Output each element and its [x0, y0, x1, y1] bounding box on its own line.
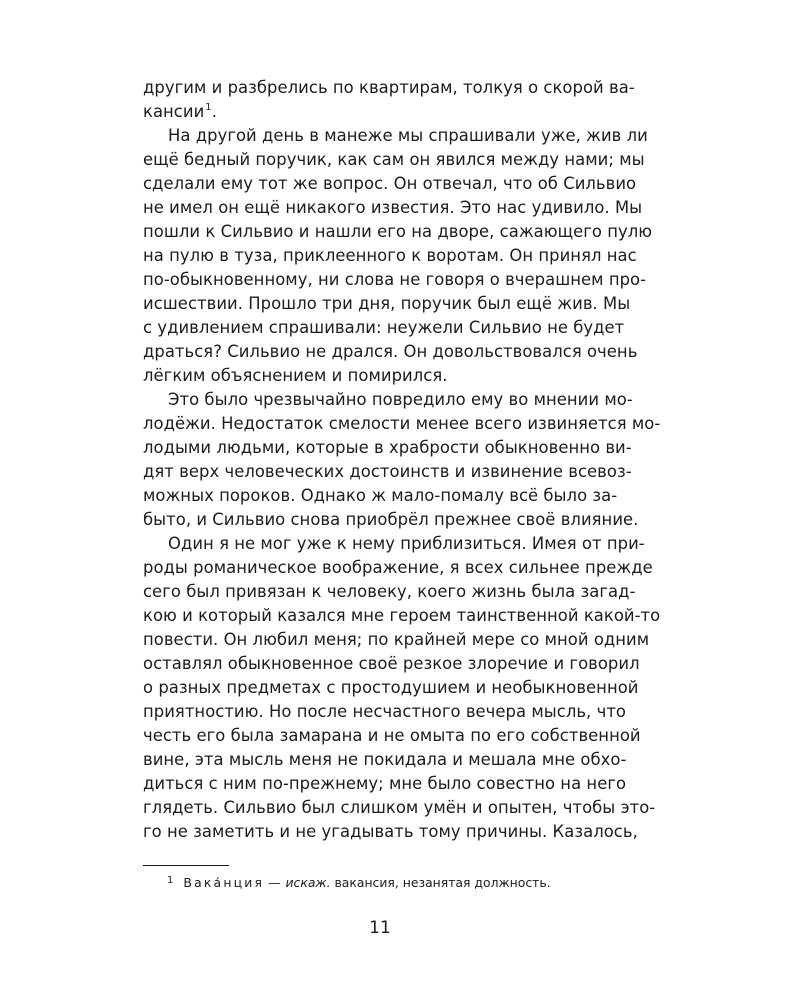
- text-line: быто, и Сильвио снова приобрёл прежнее своё влияние.: [143, 510, 639, 529]
- footnote-reference[interactable]: 1: [205, 102, 212, 113]
- text-line: диться с ним по-прежнему; мне было совестно на него: [143, 774, 627, 793]
- text-line: сего был привязан к человеку, коего жизнь была загад-: [143, 582, 636, 601]
- text-line: оставлял обыкновенное своё резкое злоречие и говорил: [143, 654, 640, 673]
- text-line: роды романическое воображение, я всех сильнее прежде: [143, 558, 653, 577]
- footnote: [167, 873, 551, 891]
- page-number: 11: [369, 918, 391, 938]
- text-line: сделали ему тот же вопрос. Он отвечал, что об Сильвио: [143, 174, 637, 193]
- text-line: вине, эта мысль меня не покидала и мешала мне обхо-: [143, 750, 627, 769]
- text-line: о разных предметах с простодушием и необыкновенной: [143, 678, 639, 697]
- text-line: дят верх человеческих достоинств и извинение всевоз-: [143, 462, 632, 481]
- text-line: не имел он ещё никакого известия. Это нас удивило. Мы: [143, 198, 643, 217]
- text-line: кою и который казался мне героем таинственной какой-то: [143, 606, 661, 625]
- text-line: ещё бедный поручик, как сам он явился между нами; мы: [143, 150, 645, 169]
- text-line: лодыми людьми, которые в храбрости обыкновенно ви-: [143, 438, 632, 457]
- footnote-abbreviation: искаж.: [285, 875, 331, 890]
- text-line: на пулю в туза, приклеенного к воротам. Он принял нас: [143, 246, 637, 265]
- text-line: Это было чрезвычайно повредило ему во мнении мо-: [168, 390, 633, 409]
- footnote-definition: вакансия, незанятая должность.: [334, 875, 551, 890]
- footnote-divider: [143, 865, 229, 866]
- text-line: Один я не мог уже к нему приблизиться. Имея от при-: [168, 534, 645, 553]
- text-line: лёгким объяснением и помирился.: [143, 366, 448, 385]
- text-line: пошли к Сильвио и нашли его на дворе, сажающего пулю: [143, 222, 653, 241]
- text-line: по-обыкновенному, ни слова не говоря о вчерашнем про-: [143, 270, 647, 289]
- text-line: кансии$^1$.: [143, 102, 217, 121]
- text-line: повести. Он любил меня; по крайней мере со мной одним: [143, 630, 650, 649]
- footnote-term: Вака́нция: [183, 875, 265, 890]
- text-line: исшествии. Прошло три дня, поручик был ещё жив. Мы: [143, 294, 631, 313]
- text-line: го не заметить и не угадывать тому причины. Казалось,: [143, 822, 638, 841]
- page-body-text: [143, 76, 661, 844]
- text-line: глядеть. Сильвио был слишком умён и опытен, чтобы это-: [143, 798, 656, 817]
- text-line: другим и разбрелись по квартирам, толкуя о скорой ва-: [143, 78, 635, 97]
- footnote-dash: —: [268, 875, 281, 890]
- text-line: драться? Сильвио не дрался. Он довольствовался очень: [143, 342, 638, 361]
- text-line: можных пороков. Однако ж мало-помалу всё было за-: [143, 486, 618, 505]
- text-line: На другой день в манеже мы спрашивали уже, жив ли: [168, 126, 648, 145]
- text-line: с удивлением спрашивали: неужели Сильвио не будет: [143, 318, 625, 337]
- text-line: приятностию. Но после несчастного вечера мысль, что: [143, 702, 626, 721]
- text-line: честь его была замарана и не омыта по его собственной: [143, 726, 641, 745]
- footnote-number: 1: [167, 875, 174, 886]
- text-line: лодёжи. Недостаток смелости менее всего извиняется мо-: [143, 414, 661, 433]
